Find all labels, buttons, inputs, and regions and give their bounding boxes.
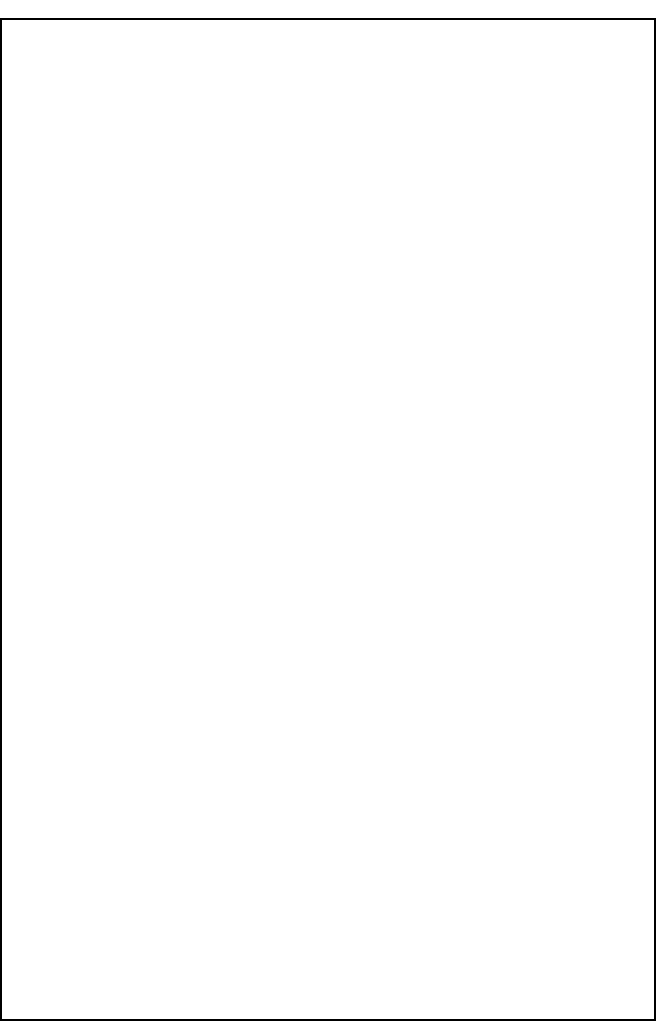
omote-label: [0, 0, 657, 18]
ledger-form: [0, 18, 656, 1021]
